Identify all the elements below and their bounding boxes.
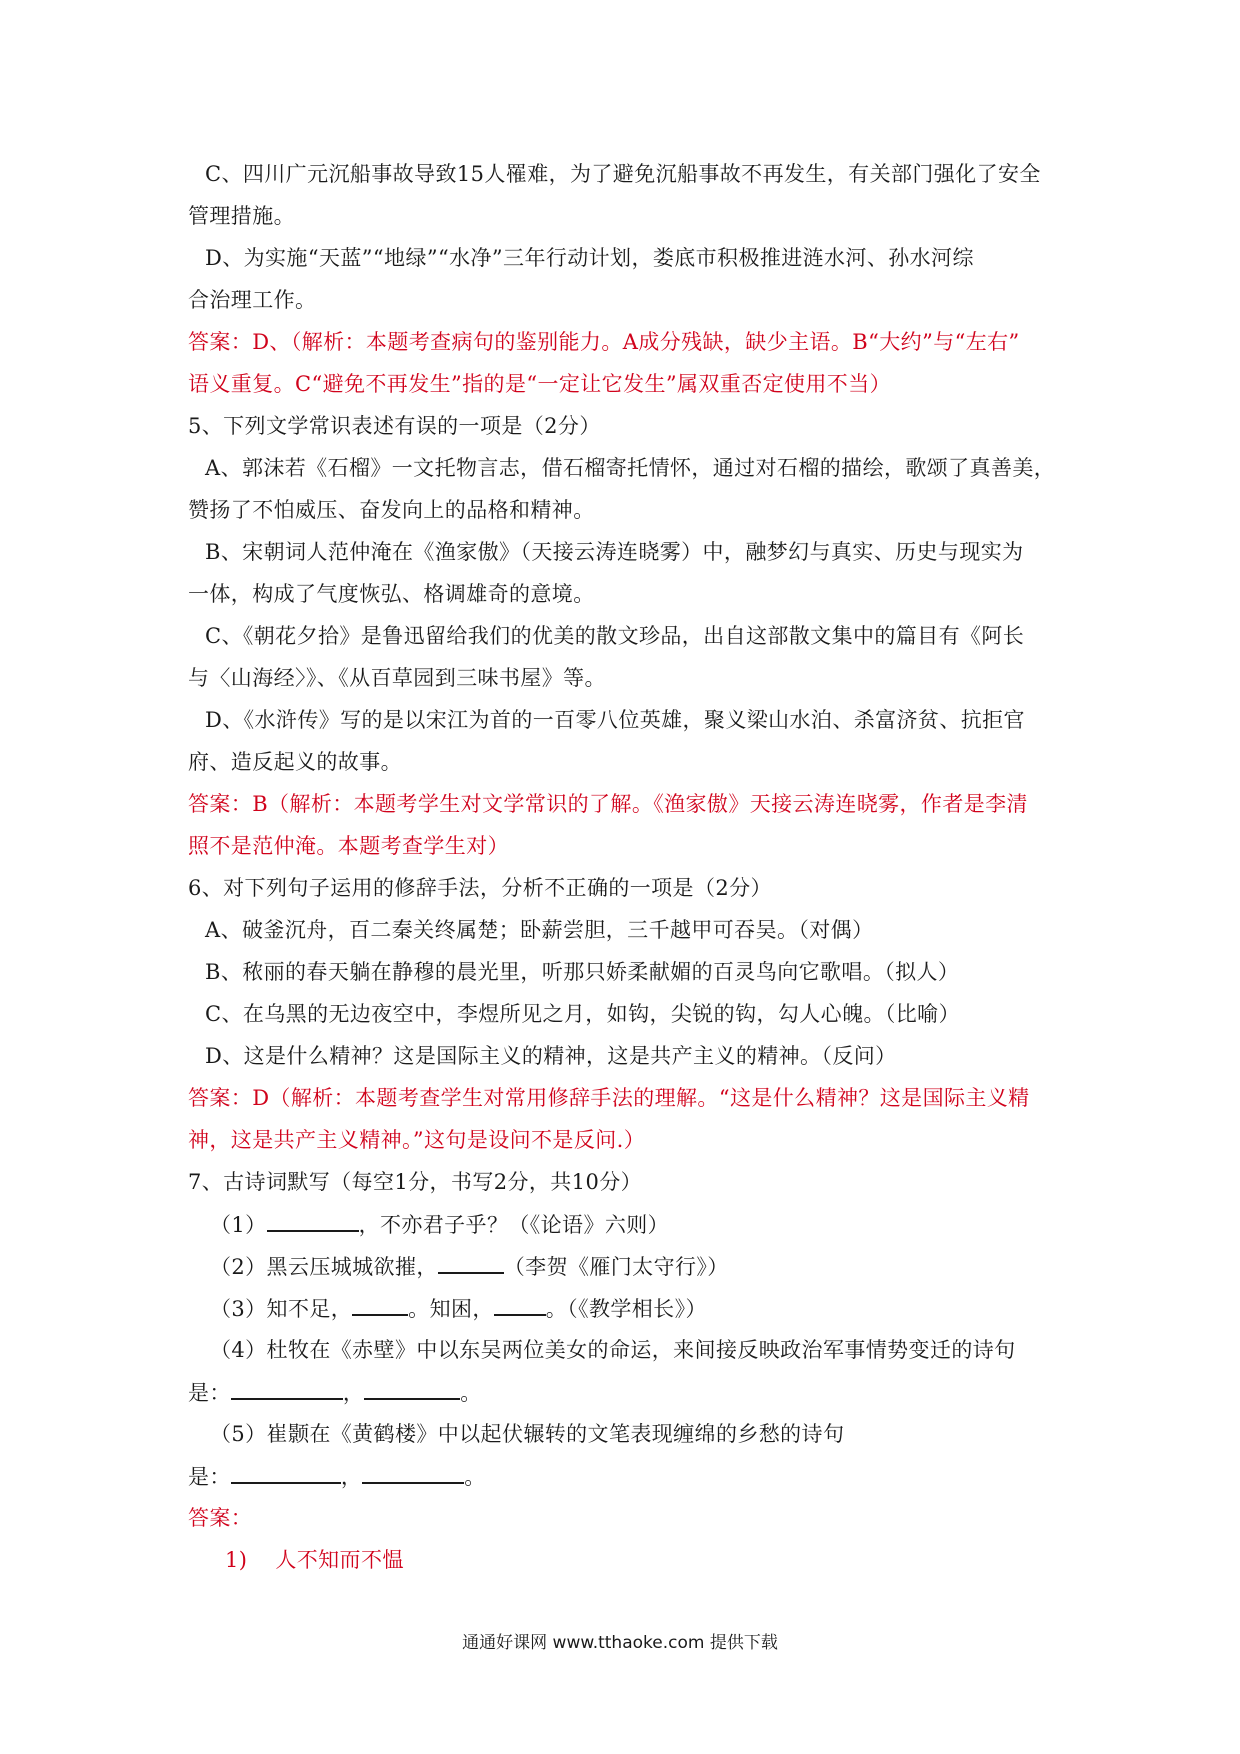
q6-option-d: D、这是什么精神？这是国际主义的精神，这是共产主义的精神。（反问） <box>205 1044 897 1068</box>
fill-blank[interactable] <box>231 1462 341 1484</box>
q7-item-1 <box>210 1210 669 1239</box>
q7-item3-suffix: 。（《教学相长》） <box>545 1297 707 1321</box>
q7-item4-comma: ， <box>342 1381 365 1405</box>
q5-option-c-line1: C、《朝花夕拾》是鲁迅留给我们的优美的散文珍品，出自这部散文集中的篇目有《阿长 <box>205 624 1025 648</box>
q5-option-a-line1: A、郭沫若《石榴》一文托物言志，借石榴寄托情怀，通过对石榴的描绘，歌颂了真善美， <box>205 456 1056 480</box>
q7-item1-prefix: （1） <box>210 1213 267 1237</box>
q7-item-5-blanks <box>188 1462 486 1491</box>
q7-answer-1 <box>225 1546 404 1574</box>
q4-option-d-line2: 合治理工作。 <box>188 288 317 312</box>
q5-option-a-line2: 赞扬了不怕威压、奋发向上的品格和精神。 <box>188 498 595 522</box>
q7-item3-mid: 。知困， <box>408 1297 494 1321</box>
q5-stem: 5、下列文学常识表述有误的一项是（2分） <box>188 414 601 438</box>
q7-item3-prefix: （3）知不足， <box>210 1297 353 1321</box>
q6-answer-line1: 答案：D（解析：本题考查学生对常用修辞手法的理解。“这是什么精神？这是国际主义精 <box>188 1086 1030 1110</box>
page-footer: 通通好课网 www.tthaoke.com 提供下载 <box>462 1633 778 1653</box>
q7-stem: 7、古诗词默写（每空1分，书写2分，共10分） <box>188 1170 643 1194</box>
q7-answer1-text: 人不知而不愠 <box>275 1548 404 1572</box>
q5-option-b-line1: B、宋朝词人范仲淹在《渔家傲》（天接云涛连晓雾）中，融梦幻与真实、历史与现实为 <box>205 540 1024 564</box>
q7-item5-prefix: 是： <box>188 1465 231 1489</box>
fill-blank[interactable] <box>267 1210 359 1232</box>
q5-answer-line2: 照不是范仲淹。本题考查学生对） <box>188 834 509 858</box>
q7-item2-suffix: （李贺《雁门太守行》） <box>503 1255 729 1279</box>
q6-option-c: C、在乌黑的无边夜空中，李煜所见之月，如钩，尖锐的钩，勾人心魄。（比喻） <box>205 1002 960 1026</box>
q7-item-3 <box>210 1294 707 1323</box>
fill-blank[interactable] <box>494 1294 546 1316</box>
q4-answer-line1: 答案：D、（解析：本题考查病句的鉴别能力。A成分残缺，缺少主语。B“大约”与“左右” <box>188 330 1020 354</box>
q7-item-2 <box>210 1252 729 1281</box>
q6-stem: 6、对下列句子运用的修辞手法，分析不正确的一项是（2分） <box>188 876 772 900</box>
q7-item5-line1: （5）崔颢在《黄鹤楼》中以起伏辗转的文笔表现缠绵的乡愁的诗句 <box>210 1422 845 1446</box>
fill-blank[interactable] <box>231 1378 343 1400</box>
fill-blank[interactable] <box>438 1252 504 1274</box>
q7-item-4-blanks <box>188 1378 482 1407</box>
q7-item2-prefix: （2）黑云压城城欲摧， <box>210 1255 438 1279</box>
q7-answer1-number: 1) <box>225 1548 248 1572</box>
q7-item4-period: 。 <box>460 1381 482 1405</box>
q5-option-d-line2: 府、造反起义的故事。 <box>188 750 402 774</box>
q7-item4-prefix: 是： <box>188 1381 231 1405</box>
fill-blank[interactable] <box>362 1462 464 1484</box>
q5-option-c-line2: 与〈山海经〉》、《从百草园到三味书屋》等。 <box>188 666 606 690</box>
fill-blank[interactable] <box>364 1378 460 1400</box>
q4-option-d-line1: D、为实施“天蓝”“地绿”“水净”三年行动计划，娄底市积极推进涟水河、孙水河综 <box>205 246 974 270</box>
q5-answer-line1: 答案：B（解析：本题考学生对文学常识的了解。《渔家傲》天接云涛连晓雾，作者是李清 <box>188 792 1028 816</box>
q7-item5-period: 。 <box>464 1465 486 1489</box>
q5-option-d-line1: D、《水浒传》写的是以宋江为首的一百零八位英雄，聚义梁山水泊、杀富济贫、抗拒官 <box>205 708 1025 732</box>
q7-item5-comma: ， <box>340 1465 363 1489</box>
q4-option-c-line1: C、四川广元沉船事故导致15人罹难，为了避免沉船事故不再发生，有关部门强化了安全 <box>205 162 1041 186</box>
q5-option-b-line2: 一体，构成了气度恢弘、格调雄奇的意境。 <box>188 582 595 606</box>
q7-item1-suffix: ，不亦君子乎？（《论语》六则） <box>358 1213 670 1237</box>
q7-answer-label: 答案： <box>188 1506 253 1530</box>
q4-answer-line2: 语义重复。C“避免不再发生”指的是“一定让它发生”属双重否定使用不当） <box>188 372 892 396</box>
q7-item4-line1: （4）杜牧在《赤壁》中以东吴两位美女的命运，来间接反映政治军事情势变迁的诗句 <box>210 1338 1016 1362</box>
fill-blank[interactable] <box>352 1294 408 1316</box>
q6-option-b: B、秾丽的春天躺在静穆的晨光里，听那只娇柔献媚的百灵鸟向它歌唱。（拟人） <box>205 960 960 984</box>
q6-answer-line2: 神，这是共产主义精神。”这句是设问不是反问.） <box>188 1128 646 1152</box>
q4-option-c-line2: 管理措施。 <box>188 204 295 228</box>
q6-option-a: A、破釜沉舟，百二秦关终属楚；卧薪尝胆，三千越甲可吞吴。（对偶） <box>205 918 874 942</box>
